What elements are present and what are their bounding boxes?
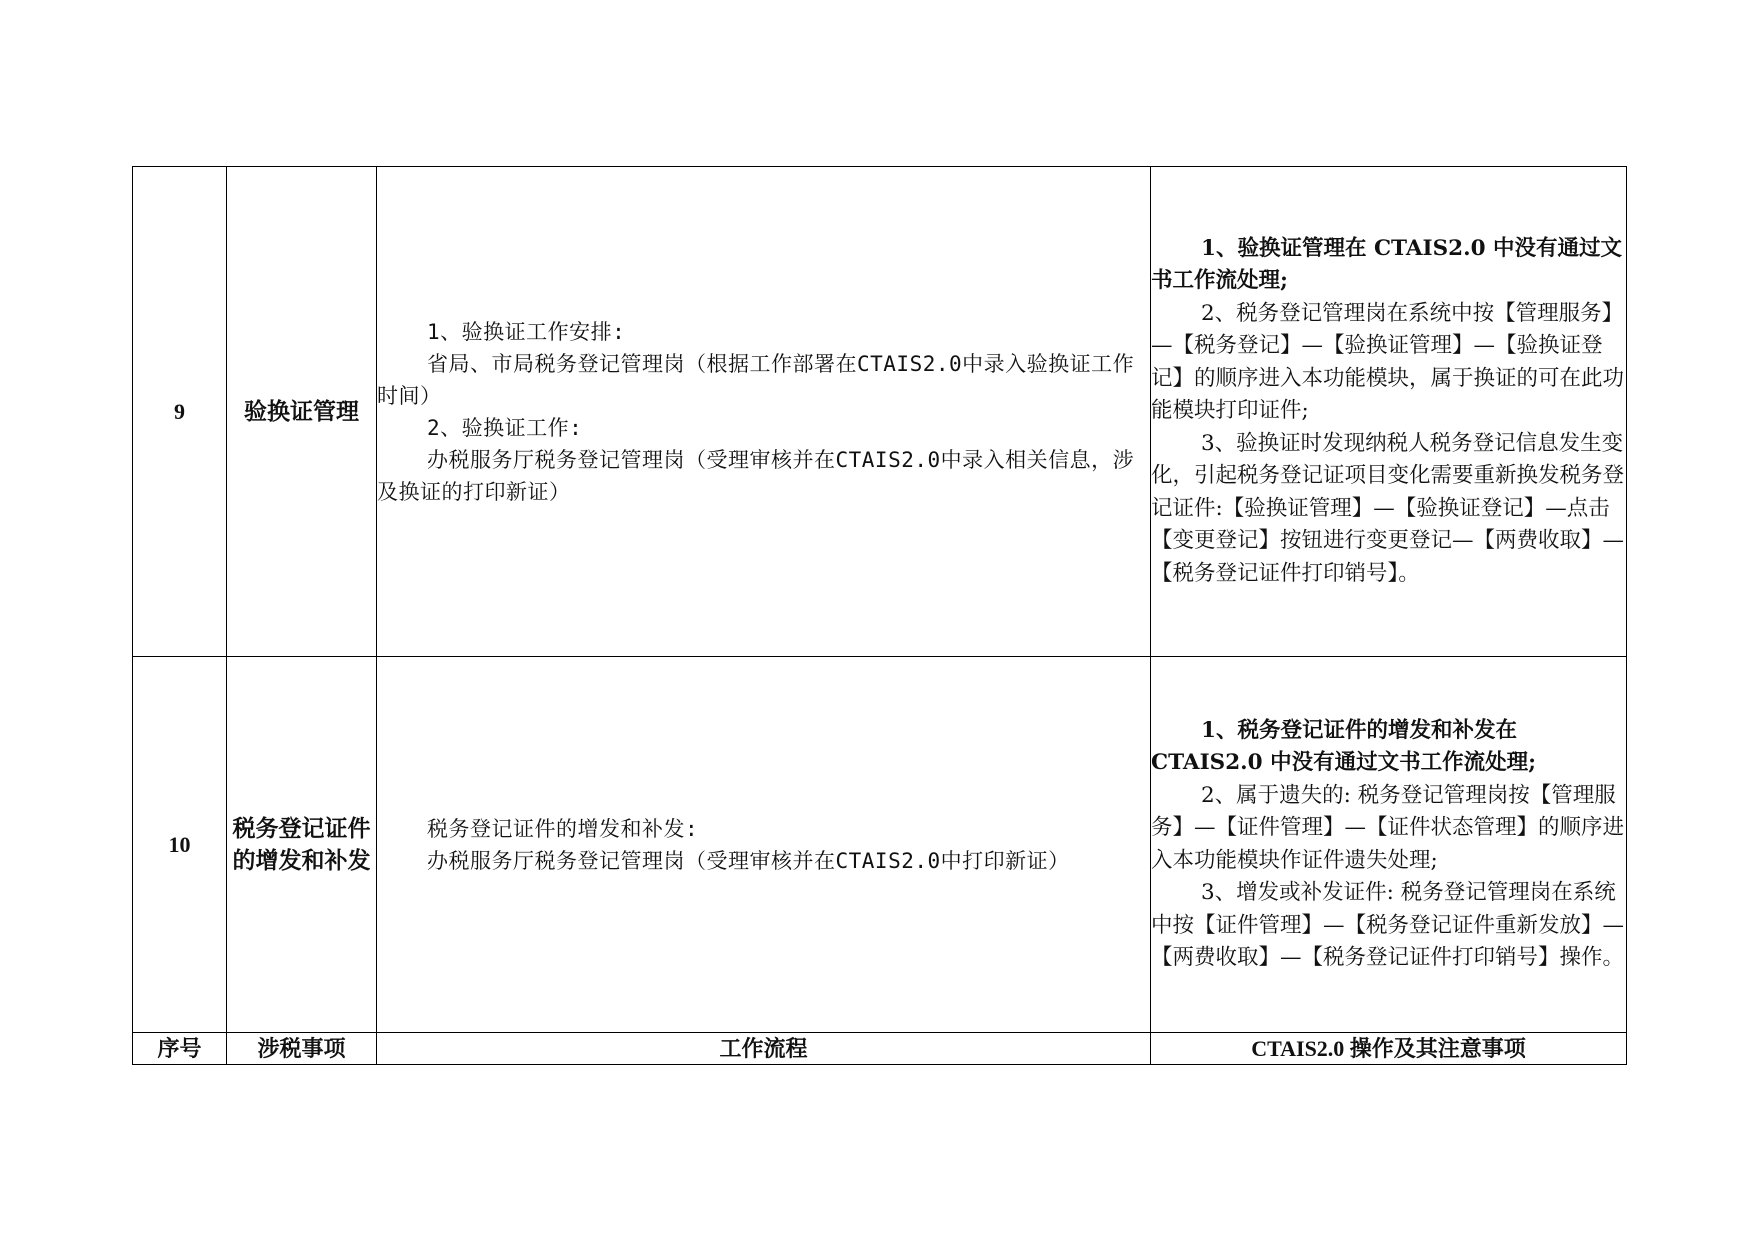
notes-cell	[1151, 657, 1627, 1033]
workflow-cell	[377, 167, 1151, 657]
notes-line: 3、验换证时发现纳税人税务登记信息发生变化，引起税务登记证项目变化需要重新换发税务登记证件:【验换证管理】—【验换证登记】—点击【变更登记】按钮进行变更登记—【两费收取】—【税务登记证件打印销号】。	[1151, 430, 1625, 586]
notes-bold-line: 1、税务登记证件的增发和补发在 CTAIS2.0 中没有通过文书工作流处理;	[1151, 717, 1537, 775]
table-header-row	[133, 1033, 1627, 1065]
workflow-line: 2、验换证工作:	[427, 415, 583, 440]
notes-bold-line: 1、验换证管理在 CTAIS2.0 中没有通过文书工作流处理;	[1151, 235, 1623, 294]
notes-cell	[1151, 167, 1627, 657]
workflow-line: 省局、市局税务登记管理岗（根据工作部署在CTAIS2.0中录入验换证工作时间）	[377, 351, 1135, 408]
notes-line: 2、属于遗失的: 税务登记管理岗按【管理服务】—【证件管理】—【证件状态管理】的顺序进入本功能模块作证件遗失处理;	[1151, 782, 1625, 873]
workflow-line: 办税服务厅税务登记管理岗（受理审核并在CTAIS2.0中录入相关信息，涉及换证的打印新证）	[377, 447, 1135, 504]
header-notes: CTAIS2.0 操作及其注意事项	[1151, 1033, 1627, 1065]
table-row	[133, 657, 1627, 1033]
header-number: 序号	[133, 1033, 227, 1065]
workflow-line: 税务登记证件的增发和补发:	[427, 816, 699, 841]
header-tax-item: 涉税事项	[227, 1033, 377, 1065]
workflow-line: 办税服务厅税务登记管理岗（受理审核并在CTAIS2.0中打印新证）	[427, 848, 1070, 873]
notes-line: 3、增发或补发证件: 税务登记管理岗在系统中按【证件管理】—【税务登记证件重新发放】—【两费收取】—【税务登记证件打印销号】操作。	[1151, 880, 1625, 970]
workflow-line: 1、验换证工作安排:	[427, 319, 626, 344]
document-table	[132, 166, 1627, 1065]
workflow-cell	[377, 657, 1151, 1033]
notes-line: 2、税务登记管理岗在系统中按【管理服务】—【税务登记】—【验换证管理】—【验换证登记】的顺序进入本功能模块，属于换证的可在此功能模块打印证件;	[1151, 300, 1625, 424]
row-number: 9	[133, 167, 227, 657]
table-row	[133, 167, 1627, 657]
header-workflow: 工作流程	[377, 1033, 1151, 1065]
tax-item-name: 税务登记证件的增发和补发	[227, 657, 377, 1033]
row-number: 10	[133, 657, 227, 1033]
tax-item-name: 验换证管理	[227, 167, 377, 657]
